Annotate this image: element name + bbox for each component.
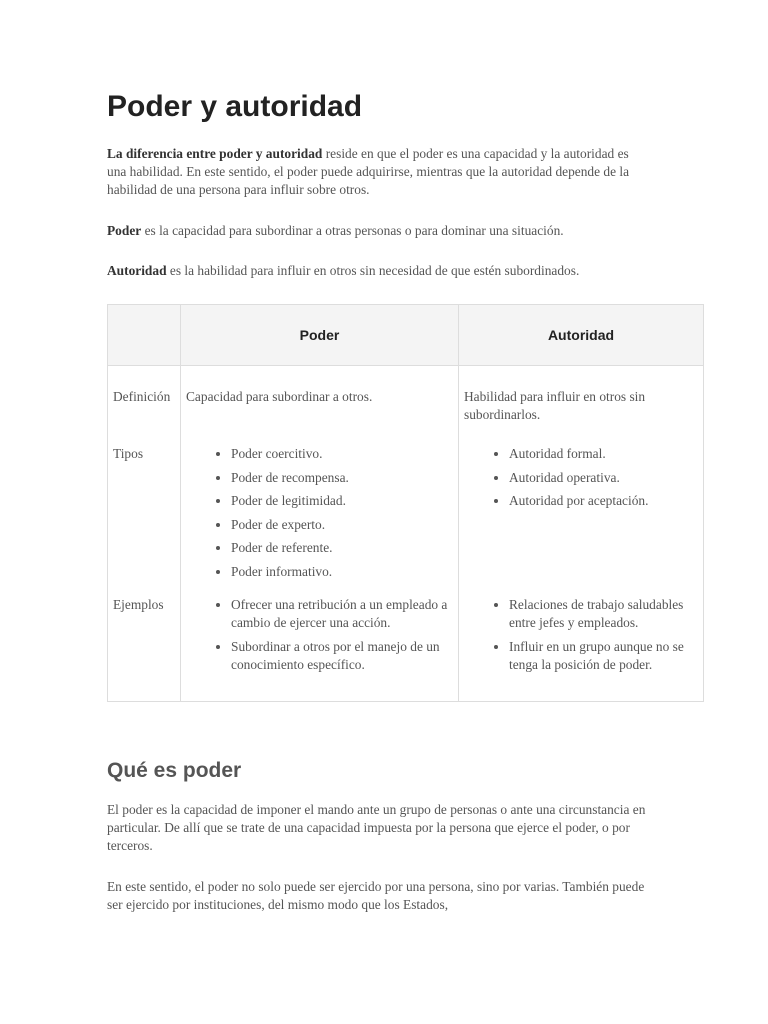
autoridad-tipos xyxy=(464,445,698,596)
autoridad-ejemplos xyxy=(464,596,698,674)
list-item: • Relaciones de trabajo saludables entre jefes y empleados. xyxy=(509,596,698,632)
autoridad-definition-text: es la habilidad para influir en otros sin necesidad de que estén subordinados. xyxy=(166,263,580,278)
autoridad-ejemplos-list xyxy=(464,596,698,674)
poder-tipos xyxy=(186,445,453,596)
intro-text: reside en que el poder es una capacidad y la autoridad es una habilidad. En este sentido, el poder puede adquirirse, mientras que la autoridad depende de la habilidad de una persona para influir sobre otros. xyxy=(107,146,630,197)
poder-column-cell xyxy=(181,366,459,702)
row-label-tipos: Tipos xyxy=(113,446,144,461)
list-item: • Poder de recompensa. xyxy=(231,469,453,487)
list-item: • Poder coercitivo. xyxy=(231,445,453,463)
poder-definition-paragraph xyxy=(107,222,647,240)
intro-bold: La diferencia entre poder y autoridad xyxy=(107,146,323,161)
list-item: • Autoridad por aceptación. xyxy=(509,492,698,510)
table-body-row xyxy=(108,366,704,702)
table-header-poder: Poder xyxy=(181,305,459,366)
autoridad-definicion: Habilidad para influir en otros sin subordinarlos. xyxy=(464,389,646,422)
page-title: Poder y autoridad xyxy=(107,90,363,123)
list-item: • Ofrecer una retribución a un empleado a cambio de ejercer una acción. xyxy=(231,596,453,632)
list-item: • Poder de referente. xyxy=(231,539,453,557)
section-paragraph-1: El poder es la capacidad de imponer el mando ante un grupo de personas o ante una circunstancia en particular. De allí que se trate de una capacidad impuesta por la persona que ejerce el poder, o por terceros. xyxy=(107,802,646,853)
list-item: • Poder de legitimidad. xyxy=(231,492,453,510)
row-label-ejemplos: Ejemplos xyxy=(113,597,164,612)
list-item: • Autoridad formal. xyxy=(509,445,698,463)
autoridad-definition-paragraph xyxy=(107,262,647,280)
row-label-definicion: Definición xyxy=(113,389,171,404)
comparison-table xyxy=(107,304,704,702)
poder-ejemplos xyxy=(186,596,453,674)
list-item: • Poder de experto. xyxy=(231,516,453,534)
list-item: • Autoridad operativa. xyxy=(509,469,698,487)
list-item: • Influir en un grupo aunque no se tenga la posición de poder. xyxy=(509,638,698,674)
poder-term: Poder xyxy=(107,223,142,238)
table-header-empty xyxy=(108,305,181,366)
list-item: • Poder informativo. xyxy=(231,563,453,581)
table-header-autoridad: Autoridad xyxy=(459,305,704,366)
table-header-row xyxy=(108,305,704,366)
row-labels-cell xyxy=(108,366,181,702)
poder-tipos-list xyxy=(186,445,453,581)
list-item: • Subordinar a otros por el manejo de un conocimiento específico. xyxy=(231,638,453,674)
autoridad-tipos-list xyxy=(464,445,698,510)
poder-ejemplos-list xyxy=(186,596,453,674)
section-heading: Qué es poder xyxy=(107,759,242,782)
intro-paragraph xyxy=(107,145,647,199)
poder-definition-text: es la capacidad para subordinar a otras personas o para dominar una situación. xyxy=(141,223,564,238)
poder-definicion: Capacidad para subordinar a otros. xyxy=(186,389,373,404)
section-paragraph-2: En este sentido, el poder no solo puede ser ejercido por una persona, sino por varias. También puede ser ejercido por instituciones, del mismo modo que los Estados, xyxy=(107,879,645,912)
autoridad-term: Autoridad xyxy=(107,263,167,278)
autoridad-column-cell xyxy=(459,366,704,702)
